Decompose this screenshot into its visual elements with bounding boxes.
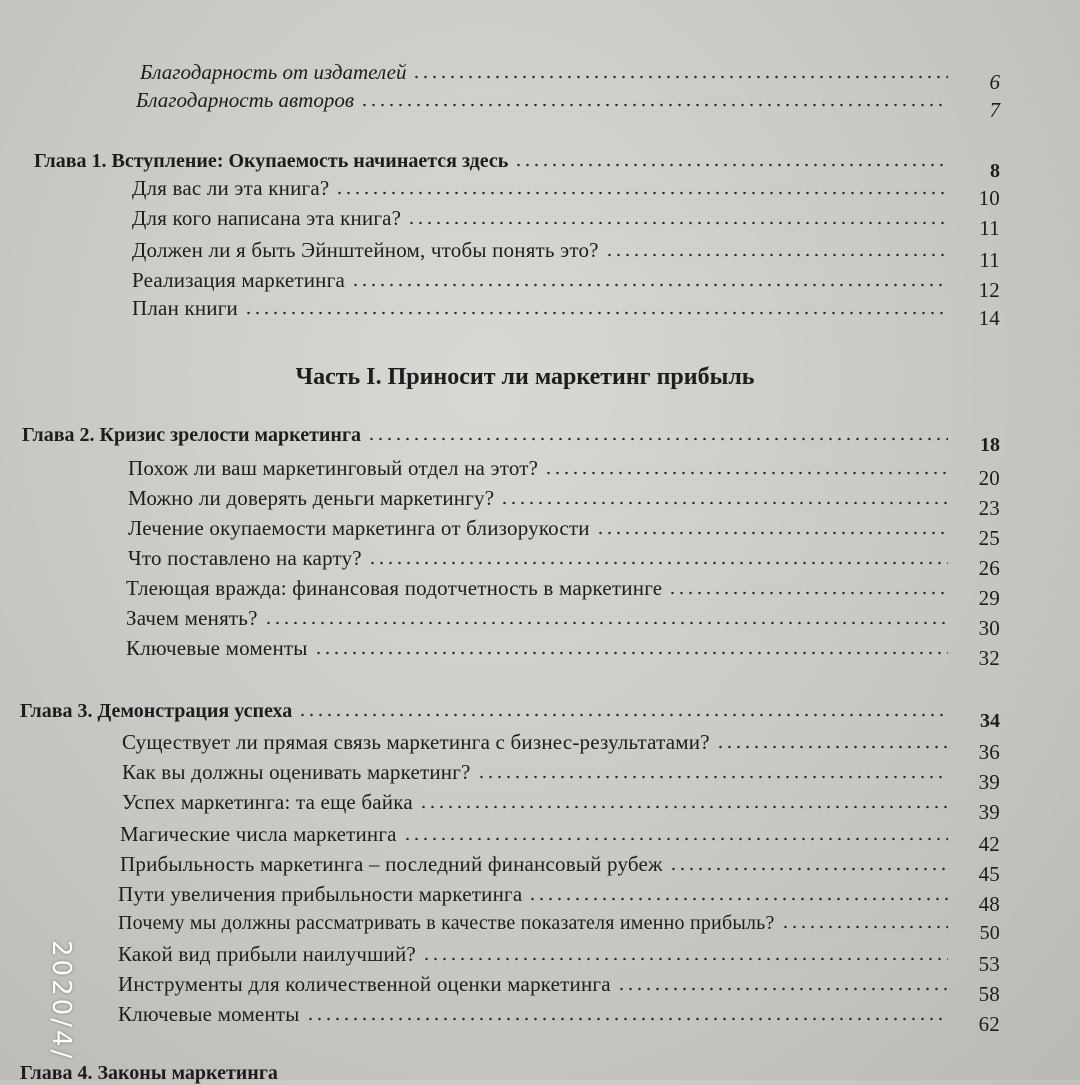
chapter-title: Глава 2. Кризис зрелости маркетинга bbox=[22, 424, 362, 446]
dot-leader bbox=[477, 775, 948, 779]
toc-entry bbox=[128, 516, 1000, 550]
toc-entry-title: Должен ли я быть Эйнштейном, чтобы понять это? bbox=[132, 238, 599, 262]
toc-entry bbox=[122, 760, 1000, 794]
toc-entry-page: 30 bbox=[978, 616, 1000, 640]
toc-entry bbox=[118, 972, 1000, 1006]
dot-leader bbox=[528, 897, 948, 901]
dot-leader bbox=[669, 867, 948, 871]
toc-entry-page: 11 bbox=[979, 248, 1000, 272]
toc-entry-title: Лечение окупаемости маркетинга от близорукости bbox=[128, 516, 590, 540]
toc-entry-title: Существует ли прямая связь маркетинга с бизнес-результатами? bbox=[122, 730, 710, 754]
toc-entry-title: Благодарность авторов bbox=[136, 88, 354, 112]
dot-leader bbox=[368, 561, 948, 565]
chapter-heading bbox=[34, 150, 1000, 182]
date-stamp: 2020/4/ bbox=[46, 940, 76, 1062]
toc-entry-title: Тлеющая вражда: финансовая подотчетность в маркетинге bbox=[126, 576, 663, 600]
toc-entry-page: 39 bbox=[978, 770, 1000, 794]
dot-leader bbox=[596, 531, 948, 535]
toc-entry-title: Ключевые моменты bbox=[118, 1002, 300, 1026]
dot-leader bbox=[668, 591, 948, 595]
toc-entry-title: Зачем менять? bbox=[126, 606, 258, 630]
toc-entry bbox=[120, 852, 1000, 886]
toc-entry-title: Можно ли доверять деньги маркетингу? bbox=[128, 486, 495, 510]
dot-leader bbox=[544, 471, 948, 475]
chapter-heading bbox=[20, 700, 1000, 732]
dot-leader bbox=[514, 163, 948, 167]
toc-entry-page: 14 bbox=[978, 306, 1000, 330]
toc-entry-title: План книги bbox=[132, 296, 238, 320]
toc-entry-page: 45 bbox=[978, 862, 1000, 886]
toc-entry-page: 53 bbox=[978, 952, 1000, 976]
toc-entry bbox=[126, 636, 1000, 670]
toc-entry bbox=[126, 576, 1000, 610]
toc-entry-page: 10 bbox=[978, 186, 1000, 210]
toc-entry bbox=[122, 790, 1000, 824]
toc-entry bbox=[118, 1002, 1000, 1036]
chapter-page: 34 bbox=[980, 710, 1000, 732]
toc-entry-title: Реализация маркетинга bbox=[132, 268, 345, 292]
toc-entry bbox=[122, 730, 1000, 764]
dot-leader bbox=[617, 987, 948, 991]
dot-leader bbox=[605, 253, 948, 257]
toc-entry-page: 11 bbox=[979, 216, 1000, 240]
toc-entry bbox=[128, 456, 1000, 490]
toc-entry-page: 62 bbox=[978, 1012, 1000, 1036]
chapter-title: Глава 3. Демонстрация успеха bbox=[20, 700, 293, 722]
toc-entry-title: Благодарность от издателей bbox=[140, 60, 407, 84]
toc-entry-page: 23 bbox=[978, 496, 1000, 520]
toc-entry-page: 50 bbox=[979, 922, 1000, 944]
toc-entry-title: Успех маркетинга: та еще байка bbox=[122, 790, 413, 814]
toc-entry-page: 12 bbox=[978, 278, 1000, 302]
toc-entry bbox=[132, 296, 1000, 330]
toc-entry bbox=[118, 942, 1000, 976]
toc-entry-page: 20 bbox=[978, 466, 1000, 490]
dot-leader bbox=[360, 103, 948, 107]
toc-entry bbox=[120, 822, 1000, 856]
toc-entry-page: 39 bbox=[978, 800, 1000, 824]
toc-entry-title: Ключевые моменты bbox=[126, 636, 308, 660]
dot-leader bbox=[781, 925, 948, 929]
toc-entry bbox=[132, 206, 1000, 240]
chapter-page: 18 bbox=[980, 434, 1000, 456]
dot-leader bbox=[716, 745, 948, 749]
chapter-heading-partial: Глава 4. Законы маркетинга bbox=[20, 1062, 278, 1084]
toc-entry bbox=[128, 486, 1000, 520]
dot-leader bbox=[412, 75, 948, 79]
toc-entry-title: Инструменты для количественной оценки маркетинга bbox=[118, 972, 611, 996]
toc-entry-title: Что поставлено на карту? bbox=[128, 546, 362, 570]
toc-entry bbox=[140, 60, 1000, 94]
dot-leader bbox=[244, 311, 948, 315]
toc-entry-title: Как вы должны оценивать маркетинг? bbox=[122, 760, 471, 784]
dot-leader bbox=[351, 283, 948, 287]
dot-leader bbox=[306, 1017, 948, 1021]
dot-leader bbox=[500, 501, 948, 505]
toc-entry-title: Прибыльность маркетинга – последний финансовый рубеж bbox=[120, 852, 663, 876]
toc-entry-page: 58 bbox=[978, 982, 1000, 1006]
dot-leader bbox=[419, 805, 948, 809]
dot-leader bbox=[264, 621, 948, 625]
dot-leader bbox=[335, 191, 948, 195]
dot-leader bbox=[367, 437, 948, 441]
toc-entry-page: 29 bbox=[978, 586, 1000, 610]
toc-entry-page: 25 bbox=[978, 526, 1000, 550]
toc-entry-title: Пути увеличения прибыльности маркетинга bbox=[118, 882, 523, 906]
dot-leader bbox=[422, 957, 948, 961]
toc-entry bbox=[136, 88, 1000, 122]
toc-entry-page: 26 bbox=[978, 556, 1000, 580]
toc-entry bbox=[132, 268, 1000, 302]
chapter-heading bbox=[22, 424, 1000, 456]
dot-leader bbox=[314, 651, 948, 655]
toc-entry-title: Для вас ли эта книга? bbox=[132, 176, 330, 200]
dot-leader bbox=[298, 713, 948, 717]
toc-entry-page: 36 bbox=[978, 740, 1000, 764]
chapter-page: 8 bbox=[990, 160, 1000, 182]
toc-entry-title: Магические числа маркетинга bbox=[120, 822, 397, 846]
toc-entry bbox=[118, 882, 1000, 916]
dot-leader bbox=[407, 221, 948, 225]
toc-entry bbox=[132, 176, 1000, 210]
dot-leader bbox=[403, 837, 948, 841]
chapter-title: Глава 1. Вступление: Окупаемость начинается здесь bbox=[34, 150, 509, 172]
toc-entry-page: 42 bbox=[978, 832, 1000, 856]
toc-entry-page: 7 bbox=[989, 98, 1000, 122]
toc-entry-title: Какой вид прибыли наилучший? bbox=[118, 942, 416, 966]
toc-entry-title: Похож ли ваш маркетинговый отдел на этот? bbox=[128, 456, 539, 480]
toc-entry bbox=[128, 546, 1000, 580]
toc-entry-title: Для кого написана эта книга? bbox=[132, 206, 402, 230]
toc-entry-title: Почему мы должны рассматривать в качестве показателя именно прибыль? bbox=[118, 912, 775, 934]
toc-entry bbox=[132, 238, 1000, 272]
toc-entry-page: 6 bbox=[989, 70, 1000, 94]
toc-entry bbox=[126, 606, 1000, 640]
toc-entry-page: 48 bbox=[978, 892, 1000, 916]
toc-entry-page: 32 bbox=[978, 646, 1000, 670]
part-title: Часть I. Приносит ли маркетинг прибыль bbox=[295, 364, 755, 390]
toc-entry bbox=[118, 912, 1000, 944]
